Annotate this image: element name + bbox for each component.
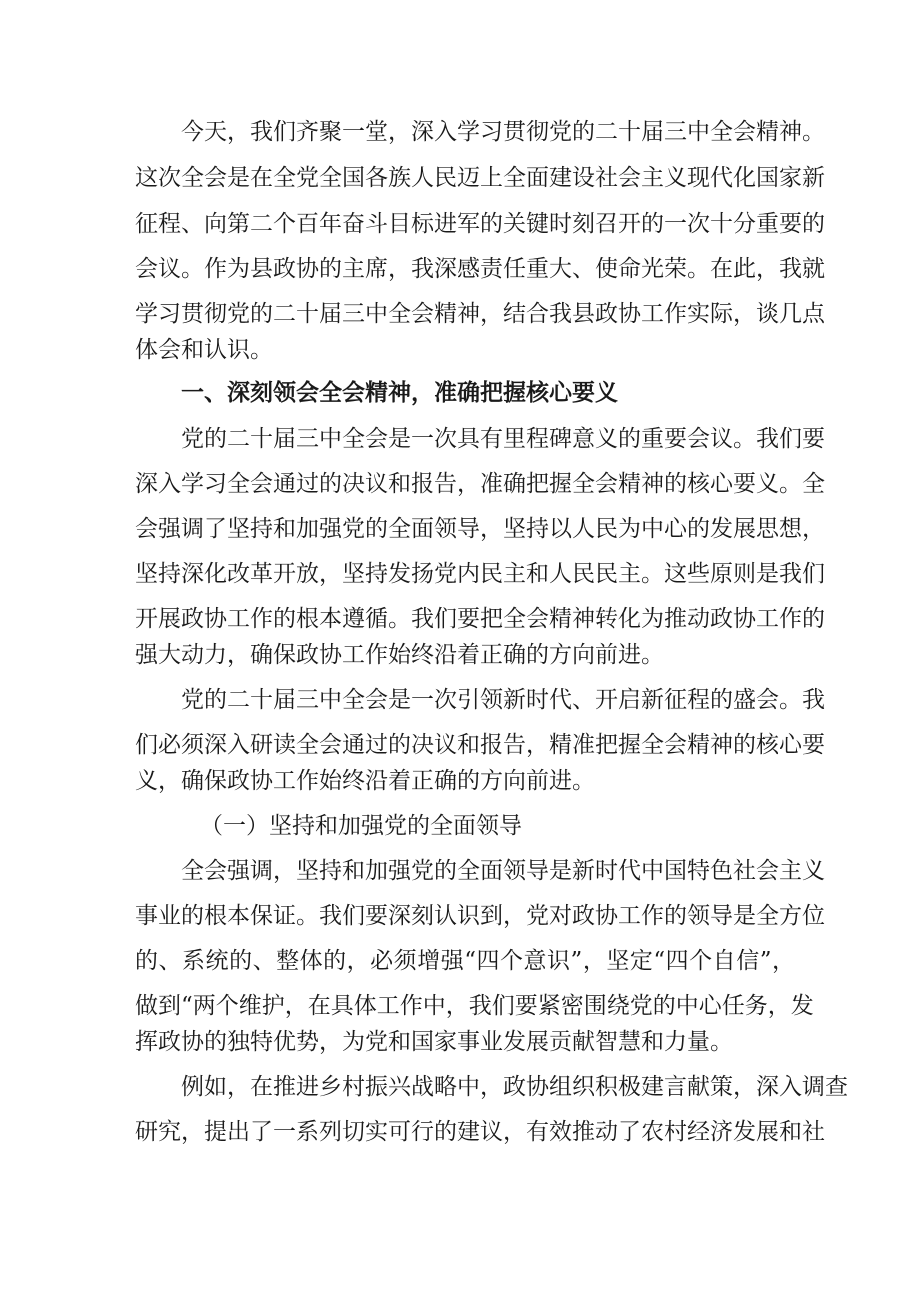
paragraph-line: 征程、向第二个百年奋斗目标进军的关键时刻召开的一次十分重要的 [135,211,825,237]
paragraph-line: 坚持深化改革开放，坚持发扬党内民主和人民民主。这些原则是我们 [135,561,825,587]
paragraph-line: 会强调了坚持和加强党的全面领导，坚持以人民为中心的发展思想， [135,516,825,542]
paragraph-line: 深入学习全会通过的决议和报告，准确把握全会精神的核心要义。全 [135,471,825,497]
paragraph-line: 挥政协的独特优势，为党和国家事业发展贡献智慧和力量。 [135,1029,733,1055]
paragraph-line: 体会和认识。 [135,337,273,363]
paragraph-line: 的、系统的、整体的，必须增强“四个意识”，坚定“四个自信”， [135,948,795,974]
paragraph-line: 们必须深入研读全会通过的决议和报告，精准把握全会精神的核心要 [135,732,825,758]
paragraph-line: 强大动力，确保政协工作始终沿着正确的方向前进。 [135,642,664,668]
paragraph-line: 做到“两个维护，在具体工作中，我们要紧密围绕党的中心任务，发 [135,993,814,1019]
paragraph-line: 今天，我们齐聚一堂，深入学习贯彻党的二十届三中全会精神。 [181,119,825,145]
paragraph-line: 会议。作为县政协的主席，我深感责任重大、使命光荣。在此，我就 [135,256,825,282]
paragraph-line: 义，确保政协工作始终沿着正确的方向前进。 [135,768,595,794]
paragraph-line: 例如，在推进乡村振兴战略中，政协组织积极建言献策，深入调查 [181,1074,848,1100]
paragraph-line: 研究，提出了一系列切实可行的建议，有效推动了农村经济发展和社 [135,1119,825,1145]
paragraph-line: 开展政协工作的根本遵循。我们要把全会精神转化为推动政协工作的 [135,606,825,632]
paragraph-line: 党的二十届三中全会是一次具有里程碑意义的重要会议。我们要 [181,426,825,452]
paragraph-line: 这次全会是在全党全国各族人民迈上全面建设社会主义现代化国家新 [135,165,825,191]
paragraph-line: 全会强调，坚持和加强党的全面领导是新时代中国特色社会主义 [181,858,825,884]
paragraph-line: 党的二十届三中全会是一次引领新时代、开启新征程的盛会。我 [181,687,825,713]
paragraph-line: 学习贯彻党的二十届三中全会精神，结合我县政协工作实际，谈几点 [135,301,825,327]
paragraph-line: 事业的根本保证。我们要深刻认识到，党对政协工作的领导是全方位 [135,903,825,929]
section-heading: 一、深刻领会全会精神，准确把握核心要义 [181,380,618,406]
subsection-heading: （一）坚持和加强党的全面领导 [200,813,522,839]
